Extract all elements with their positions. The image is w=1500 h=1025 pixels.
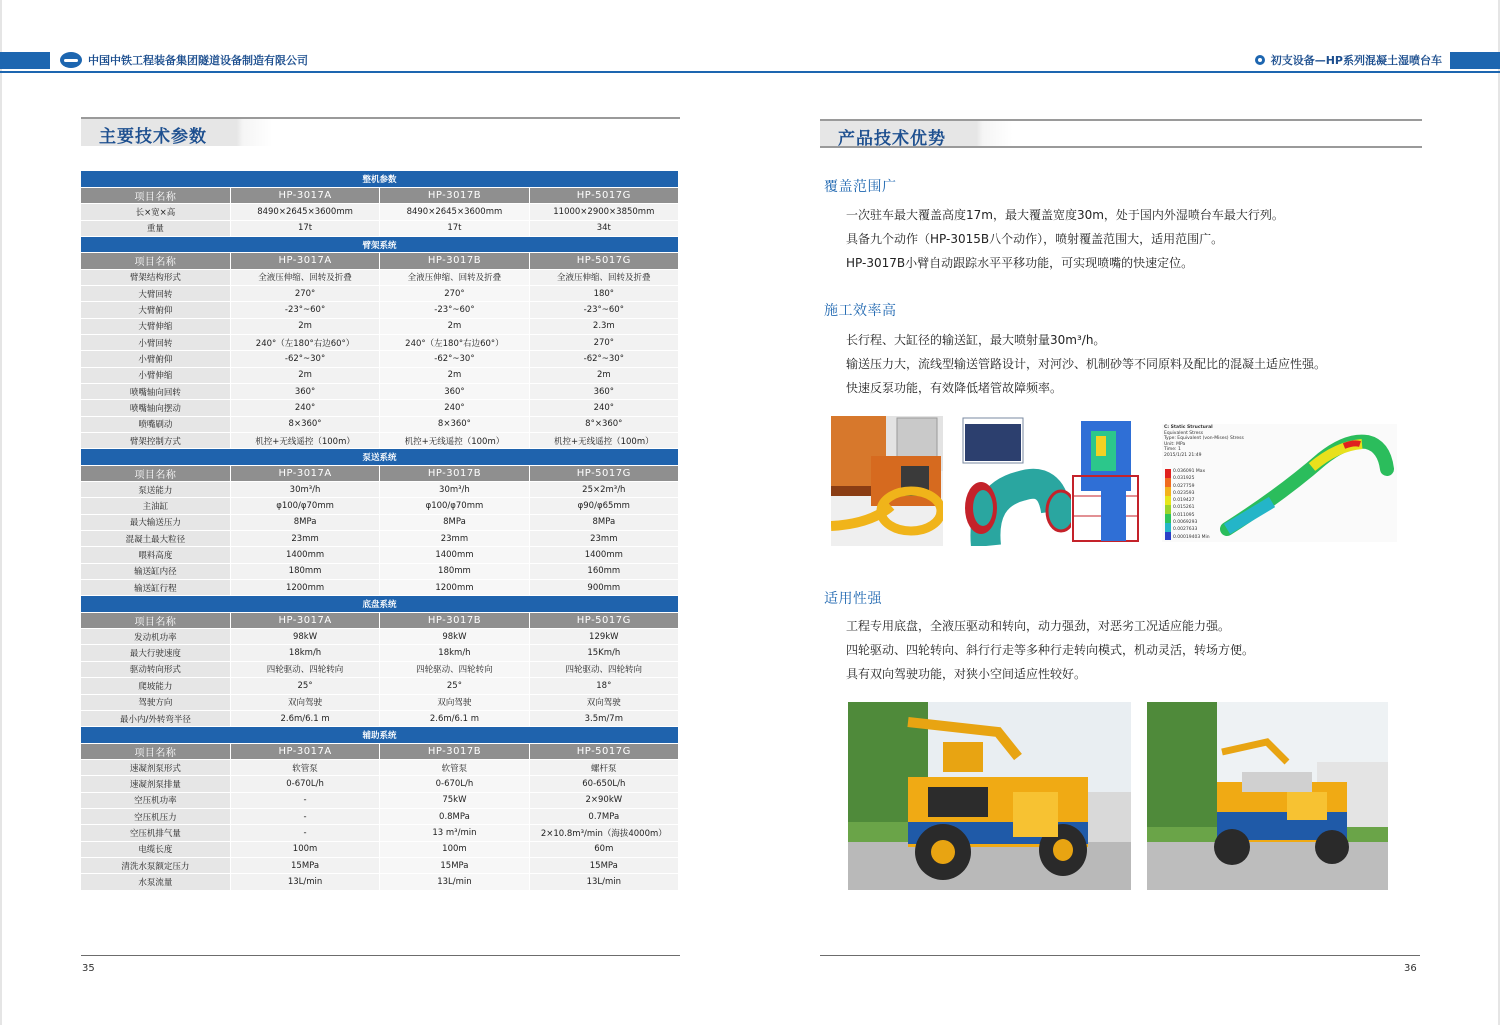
- table-cell: 180°: [529, 285, 678, 301]
- table-cell: 23mm: [230, 531, 379, 547]
- table-cell: 2×90kW: [529, 792, 678, 808]
- fea-legend-line: Type: Equivalent (von-Mises) Stress: [1164, 436, 1244, 442]
- table-cell: 8490×2645×3600mm: [380, 204, 529, 220]
- column-header: HP-3017A: [230, 465, 379, 481]
- table-cell: φ100/φ70mm: [380, 498, 529, 514]
- table-cell: 8×360°: [380, 416, 529, 432]
- row-label: 空压机功率: [81, 792, 230, 808]
- table-cell: 螺杆泵: [529, 759, 678, 775]
- table-cell: 240°（左180°右边60°）: [380, 334, 529, 350]
- column-header: HP-3017B: [380, 465, 529, 481]
- table-cell: 2.3m: [529, 318, 678, 334]
- system-header-row: [81, 449, 679, 465]
- table-row: [81, 285, 679, 301]
- column-header-row: [81, 253, 679, 269]
- table-cell: 软管泵: [380, 759, 529, 775]
- column-header-row: [81, 612, 679, 628]
- table-cell: 60-650L/h: [529, 776, 678, 792]
- table-cell: 3.5m/7m: [529, 710, 678, 726]
- table-cell: 2m: [380, 367, 529, 383]
- table-row: [81, 808, 679, 824]
- text-line: 一次驻车最大覆盖高度17m，最大覆盖宽度30m，处于国内外湿喷台车最大行列。: [846, 208, 1284, 222]
- row-label: 臂架结构形式: [81, 269, 230, 285]
- table-cell: 15MPa: [230, 857, 379, 873]
- column-header: HP-3017A: [230, 743, 379, 759]
- text-line: 快速反泵功能，有效降低堵管故障频率。: [846, 381, 1063, 395]
- spec-table: [81, 171, 679, 891]
- table-row: [81, 678, 679, 694]
- table-cell: 全液压伸缩、回转及折叠: [380, 269, 529, 285]
- table-row: [81, 383, 679, 399]
- column-header: HP-3017B: [380, 187, 529, 203]
- table-cell: 900mm: [529, 580, 678, 596]
- text-line: 工程专用底盘，全液压驱动和转向，动力强劲，对恶劣工况适应能力强。: [846, 619, 1231, 633]
- row-label: 发动机功率: [81, 629, 230, 645]
- table-cell: 软管泵: [230, 759, 379, 775]
- table-cell: 15MPa: [529, 857, 678, 873]
- table-cell: 双向驾驶: [230, 694, 379, 710]
- table-cell: 双向驾驶: [380, 694, 529, 710]
- table-cell: 2m: [529, 367, 678, 383]
- table-row: [81, 400, 679, 416]
- table-cell: 8×360°: [230, 416, 379, 432]
- table-row: [81, 661, 679, 677]
- table-cell: 270°: [529, 334, 678, 350]
- section-heading-advantages: [820, 119, 1422, 148]
- table-cell: 8MPa: [529, 514, 678, 530]
- table-cell: 13L/min: [380, 874, 529, 890]
- row-label: 爬坡能力: [81, 678, 230, 694]
- table-cell: 17t: [230, 220, 379, 236]
- table-row: [81, 547, 679, 563]
- table-cell: 0-670L/h: [380, 776, 529, 792]
- table-row: [81, 220, 679, 236]
- row-label: 重量: [81, 220, 230, 236]
- table-row: [81, 841, 679, 857]
- table-cell: 全液压伸缩、回转及折叠: [529, 269, 678, 285]
- paragraph-applicability: [846, 614, 1254, 686]
- mesh-model-image: [961, 416, 1146, 546]
- column-header: 项目名称: [81, 253, 230, 269]
- fea-value: 0.015261: [1173, 505, 1195, 511]
- footer-rule-left: [81, 955, 680, 956]
- table-cell: 2.6m/6.1 m: [230, 710, 379, 726]
- row-label: 输送缸内径: [81, 563, 230, 579]
- fea-value: 0.011095: [1173, 512, 1195, 518]
- table-row: [81, 563, 679, 579]
- table-cell: 180mm: [380, 563, 529, 579]
- table-row: [81, 759, 679, 775]
- table-cell: φ90/φ65mm: [529, 498, 678, 514]
- system-name: 泵送系统: [81, 449, 679, 465]
- table-cell: 1400mm: [529, 547, 678, 563]
- fea-value: 0.00019403 Min: [1173, 534, 1210, 540]
- row-label: 小臂回转: [81, 334, 230, 350]
- table-cell: 双向驾驶: [529, 694, 678, 710]
- table-cell: 23mm: [380, 531, 529, 547]
- table-cell: 四轮驱动、四轮转向: [230, 661, 379, 677]
- table-row: [81, 629, 679, 645]
- table-cell: 270°: [380, 285, 529, 301]
- row-label: 泵送能力: [81, 482, 230, 498]
- table-cell: 8490×2645×3600mm: [230, 204, 379, 220]
- row-label: 驾驶方向: [81, 694, 230, 710]
- row-label: 最大输送压力: [81, 514, 230, 530]
- table-cell: 1400mm: [230, 547, 379, 563]
- table-cell: -: [230, 792, 379, 808]
- table-row: [81, 825, 679, 841]
- table-cell: 机控+无线遥控（100m）: [230, 433, 379, 449]
- table-cell: 0-670L/h: [230, 776, 379, 792]
- fea-scale-values: [1173, 468, 1210, 541]
- table-row: [81, 694, 679, 710]
- table-cell: 240°: [380, 400, 529, 416]
- fea-value: 0.036091 Max: [1173, 469, 1206, 474]
- table-cell: φ100/φ70mm: [230, 498, 379, 514]
- fea-legend: [1164, 425, 1244, 459]
- table-cell: 25×2m³/h: [529, 482, 678, 498]
- table-row: [81, 874, 679, 890]
- table-row: [81, 416, 679, 432]
- table-cell: 360°: [230, 383, 379, 399]
- row-label: 喷嘴轴向回转: [81, 383, 230, 399]
- table-cell: 15Km/h: [529, 645, 678, 661]
- table-row: [81, 351, 679, 367]
- table-cell: 30m³/h: [380, 482, 529, 498]
- table-row: [81, 433, 679, 449]
- table-cell: 2m: [380, 318, 529, 334]
- header-accent-left: [0, 52, 50, 69]
- section-heading-specs: [81, 117, 680, 146]
- table-cell: -23°~60°: [380, 302, 529, 318]
- table-cell: 8MPa: [380, 514, 529, 530]
- column-header: 项目名称: [81, 743, 230, 759]
- header-accent-right: [1450, 52, 1500, 69]
- subheading-applicability: 适用性强: [824, 591, 882, 607]
- row-label: 输送缸行程: [81, 580, 230, 596]
- row-label: 小臂伸缩: [81, 367, 230, 383]
- table-cell: -23°~60°: [529, 302, 678, 318]
- table-cell: 四轮驱动、四轮转向: [380, 661, 529, 677]
- vehicle-photo-rear: [1147, 702, 1388, 890]
- table-cell: 11000×2900×3850mm: [529, 204, 678, 220]
- column-header: HP-5017G: [529, 743, 678, 759]
- fea-legend-line: 2015/1/21 21:49: [1164, 452, 1202, 458]
- column-header: HP-5017G: [529, 187, 678, 203]
- column-header: HP-3017B: [380, 743, 529, 759]
- table-cell: 240°: [230, 400, 379, 416]
- row-label: 主油缸: [81, 498, 230, 514]
- system-name: 整机参数: [81, 171, 679, 187]
- column-header: HP-3017A: [230, 187, 379, 203]
- table-cell: 98kW: [380, 629, 529, 645]
- table-cell: 18km/h: [230, 645, 379, 661]
- column-header: 项目名称: [81, 187, 230, 203]
- subheading-efficiency: 施工效率高: [824, 303, 897, 319]
- table-cell: 2×10.8m³/min（海拔4000m）: [529, 825, 678, 841]
- table-cell: 2m: [230, 318, 379, 334]
- table-cell: 13 m³/min: [380, 825, 529, 841]
- table-row: [81, 776, 679, 792]
- row-label: 速凝剂泵排量: [81, 776, 230, 792]
- column-header: HP-5017G: [529, 253, 678, 269]
- fea-value: 0.027759: [1173, 483, 1195, 489]
- system-header-row: [81, 596, 679, 612]
- page-edge-left: [0, 0, 2, 1025]
- table-cell: 全液压伸缩、回转及折叠: [230, 269, 379, 285]
- column-header: HP-3017B: [380, 612, 529, 628]
- column-header: HP-3017A: [230, 253, 379, 269]
- fea-value: 0.0069293: [1173, 520, 1198, 526]
- table-cell: 0.7MPa: [529, 808, 678, 824]
- table-cell: 1200mm: [230, 580, 379, 596]
- table-cell: 四轮驱动、四轮转向: [529, 661, 678, 677]
- table-cell: 240°: [529, 400, 678, 416]
- row-label: 小臂俯仰: [81, 351, 230, 367]
- table-cell: -62°~30°: [529, 351, 678, 367]
- table-cell: 34t: [529, 220, 678, 236]
- text-line: HP-3017B小臂自动跟踪水平平移功能，可实现喷嘴的快速定位。: [846, 256, 1194, 270]
- table-cell: 360°: [529, 383, 678, 399]
- table-cell: 15MPa: [380, 857, 529, 873]
- table-cell: 2.6m/6.1 m: [380, 710, 529, 726]
- row-label: 大臂俯仰: [81, 302, 230, 318]
- paragraph-efficiency: [846, 328, 1326, 400]
- system-header-row: [81, 727, 679, 743]
- company-name: 中国中铁工程装备集团隧道设备制造有限公司: [88, 54, 308, 67]
- table-row: [81, 580, 679, 596]
- table-cell: 98kW: [230, 629, 379, 645]
- column-header: 项目名称: [81, 465, 230, 481]
- table-cell: 25°: [230, 678, 379, 694]
- gear-icon: [1255, 55, 1265, 65]
- system-name: 底盘系统: [81, 596, 679, 612]
- row-label: 喷嘴轴向摆动: [81, 400, 230, 416]
- table-cell: 8°×360°: [529, 416, 678, 432]
- fea-legend-line: Time: 1: [1164, 447, 1181, 453]
- column-header: HP-5017G: [529, 612, 678, 628]
- table-row: [81, 857, 679, 873]
- page-number-right: 36: [1404, 963, 1417, 974]
- column-header: HP-5017G: [529, 465, 678, 481]
- table-cell: 13L/min: [529, 874, 678, 890]
- table-row: [81, 204, 679, 220]
- table-row: [81, 531, 679, 547]
- table-cell: 240°（左180°右边60°）: [230, 334, 379, 350]
- column-header: HP-3017B: [380, 253, 529, 269]
- text-line: 具备九个动作（HP-3015B八个动作），喷射覆盖范围大，适用范围广。: [846, 232, 1224, 246]
- table-cell: 129kW: [529, 629, 678, 645]
- table-row: [81, 302, 679, 318]
- table-row: [81, 710, 679, 726]
- table-cell: -62°~30°: [230, 351, 379, 367]
- table-cell: 25°: [380, 678, 529, 694]
- row-label: 臂架控制方式: [81, 433, 230, 449]
- table-row: [81, 482, 679, 498]
- header-series: [1255, 50, 1442, 70]
- system-header-row: [81, 236, 679, 252]
- table-cell: 1200mm: [380, 580, 529, 596]
- header-rule: [0, 71, 1500, 73]
- system-header-row: [81, 171, 679, 187]
- table-cell: 23mm: [529, 531, 678, 547]
- system-name: 辅助系统: [81, 727, 679, 743]
- fea-value: 0.031925: [1173, 476, 1195, 482]
- table-cell: 30m³/h: [230, 482, 379, 498]
- row-label: 混凝土最大粒径: [81, 531, 230, 547]
- text-line: 长行程、大缸径的输送缸，最大喷射量30m³/h。: [846, 333, 1106, 347]
- row-label: 大臂回转: [81, 285, 230, 301]
- row-label: 驱动转向形式: [81, 661, 230, 677]
- row-label: 空压机排气量: [81, 825, 230, 841]
- table-cell: 360°: [380, 383, 529, 399]
- table-row: [81, 514, 679, 530]
- fea-value: 0.019427: [1173, 498, 1195, 504]
- table-cell: 机控+无线遥控（100m）: [380, 433, 529, 449]
- table-row: [81, 367, 679, 383]
- row-label: 大臂伸缩: [81, 318, 230, 334]
- table-cell: 180mm: [230, 563, 379, 579]
- table-cell: -: [230, 825, 379, 841]
- paragraph-coverage: [846, 203, 1284, 275]
- row-label: 最小内/外转弯半径: [81, 710, 230, 726]
- table-row: [81, 334, 679, 350]
- table-cell: 60m: [529, 841, 678, 857]
- row-label: 速凝剂泵形式: [81, 759, 230, 775]
- table-cell: 100m: [380, 841, 529, 857]
- table-cell: 8MPa: [230, 514, 379, 530]
- column-header-row: [81, 743, 679, 759]
- fea-legend-title: C: Static Structural: [1164, 425, 1213, 430]
- table-cell: -62°~30°: [380, 351, 529, 367]
- header-company: [60, 50, 308, 70]
- vehicle-photo-front: [848, 702, 1131, 890]
- row-label: 清洗水泵额定压力: [81, 857, 230, 873]
- column-header-row: [81, 465, 679, 481]
- row-label: 长×宽×高: [81, 204, 230, 220]
- row-label: 电缆长度: [81, 841, 230, 857]
- table-row: [81, 498, 679, 514]
- fea-value: 0.023593: [1173, 490, 1195, 496]
- company-logo-icon: [60, 52, 82, 68]
- fea-value: 0.0027633: [1173, 527, 1198, 533]
- table-cell: 机控+无线遥控（100m）: [529, 433, 678, 449]
- section-title: 产品技术优势: [838, 129, 946, 149]
- row-label: 喂料高度: [81, 547, 230, 563]
- table-cell: 2m: [230, 367, 379, 383]
- text-line: 具有双向驾驶功能，对狭小空间适应性较好。: [846, 667, 1087, 681]
- text-line: 输送压力大，流线型输送管路设计，对河沙、机制砂等不同原料及配比的混凝土适应性强。: [846, 357, 1327, 371]
- table-row: [81, 318, 679, 334]
- table-cell: 1400mm: [380, 547, 529, 563]
- table-cell: 13L/min: [230, 874, 379, 890]
- column-header-row: [81, 187, 679, 203]
- system-name: 臂架系统: [81, 236, 679, 252]
- page-number-left: 35: [82, 963, 95, 974]
- row-label: 空压机压力: [81, 808, 230, 824]
- table-cell: 17t: [380, 220, 529, 236]
- section-title: 主要技术参数: [99, 127, 207, 147]
- fea-stress-image: [1162, 424, 1397, 542]
- series-title: 初支设备—HP系列混凝土湿喷台车: [1270, 54, 1442, 67]
- table-cell: 0.8MPa: [380, 808, 529, 824]
- table-cell: 75kW: [380, 792, 529, 808]
- table-cell: -: [230, 808, 379, 824]
- text-line: 四轮驱动、四轮转向、斜行行走等多种行走转向模式，机动灵活，转场方便。: [846, 643, 1255, 657]
- row-label: 喷嘴刷动: [81, 416, 230, 432]
- table-cell: 18°: [529, 678, 678, 694]
- fea-legend-line: Equivalent Stress: [1164, 430, 1204, 436]
- table-cell: 160mm: [529, 563, 678, 579]
- fea-legend-line: Unit: MPa: [1164, 441, 1186, 447]
- table-row: [81, 792, 679, 808]
- subheading-coverage: 覆盖范围广: [824, 179, 897, 195]
- table-row: [81, 645, 679, 661]
- table-row: [81, 269, 679, 285]
- table-cell: 100m: [230, 841, 379, 857]
- pump-photo: [831, 416, 943, 546]
- column-header: 项目名称: [81, 612, 230, 628]
- column-header: HP-3017A: [230, 612, 379, 628]
- footer-rule-right: [820, 955, 1420, 956]
- row-label: 最大行驶速度: [81, 645, 230, 661]
- table-cell: -23°~60°: [230, 302, 379, 318]
- table-cell: 18km/h: [380, 645, 529, 661]
- table-cell: 270°: [230, 285, 379, 301]
- row-label: 水泵流量: [81, 874, 230, 890]
